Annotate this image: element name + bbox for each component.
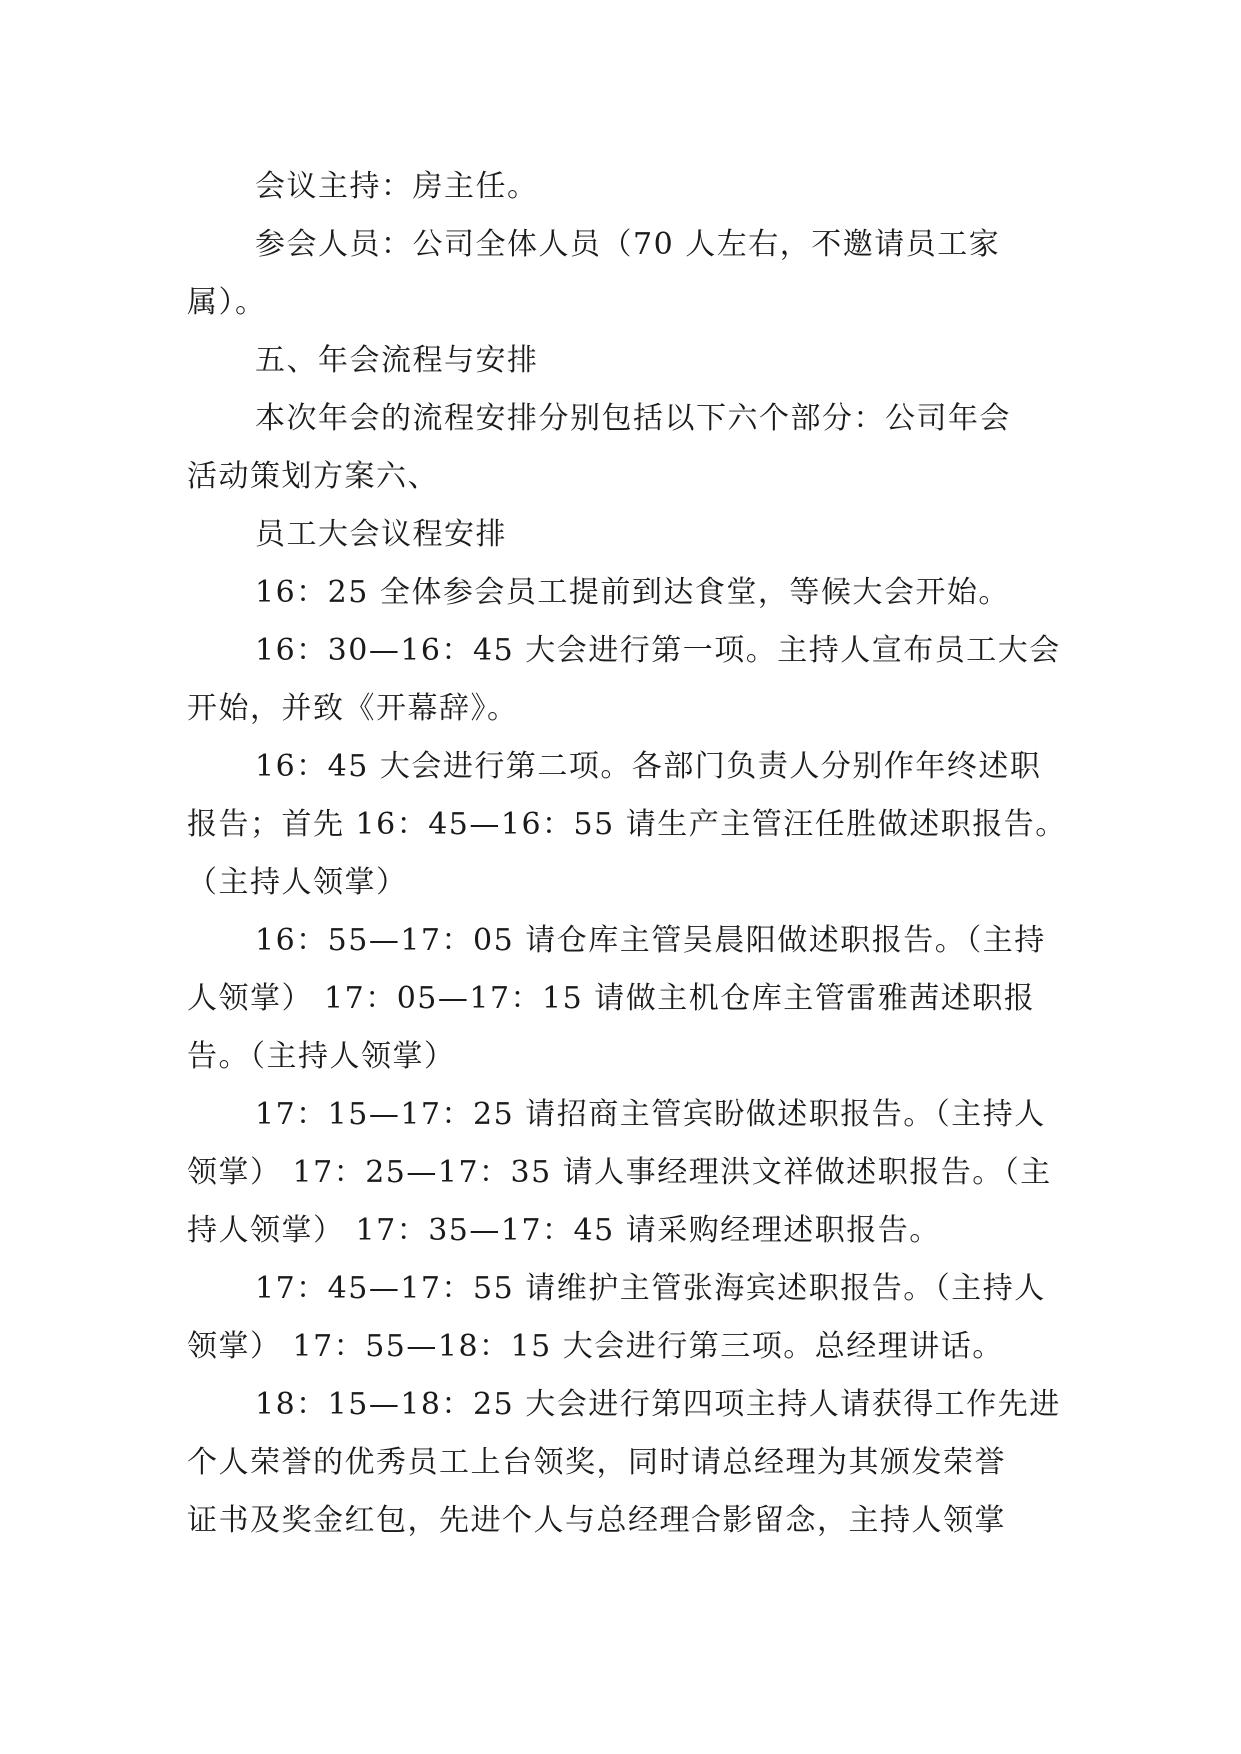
text-line: 17：15—17：25 请招商主管宾盼做述职报告。（主持人 bbox=[255, 1097, 1046, 1132]
text-line: 持人领掌） 17：35—17：45 请采购经理述职报告。 bbox=[187, 1213, 941, 1248]
text-line: 员工大会议程安排 bbox=[255, 517, 507, 552]
text-line: 个人荣誉的优秀员工上台领奖，同时请总经理为其颁发荣誉 bbox=[187, 1445, 1006, 1480]
text-line: 报告；首先 16：45—16：55 请生产主管汪任胜做述职报告。 bbox=[187, 807, 1067, 842]
text-line: 16：55—17：05 请仓库主管吴晨阳做述职报告。（主持 bbox=[255, 923, 1046, 958]
text-line: 16：30—16：45 大会进行第一项。主持人宣布员工大会 bbox=[255, 633, 1061, 668]
text-line: （主持人领掌） bbox=[187, 865, 408, 900]
section-heading: 五、年会流程与安排 bbox=[255, 343, 539, 378]
text-line: 会议主持：房主任。 bbox=[255, 169, 539, 204]
text-line: 活动策划方案六、 bbox=[187, 459, 439, 494]
document-body bbox=[187, 158, 1067, 1550]
text-line: 本次年会的流程安排分别包括以下六个部分：公司年会 bbox=[255, 401, 1011, 436]
text-line: 证书及奖金红包，先进个人与总经理合影留念，主持人领掌 bbox=[187, 1503, 1006, 1538]
text-line: 领掌） 17：55—18：15 大会进行第三项。总经理讲话。 bbox=[187, 1329, 1004, 1364]
text-line: 18：15—18：25 大会进行第四项主持人请获得工作先进 bbox=[255, 1387, 1061, 1422]
text-line: 领掌） 17：25—17：35 请人事经理洪文祥做述职报告。（主 bbox=[187, 1155, 1052, 1190]
text-line: 告。（主持人领掌） bbox=[187, 1039, 456, 1074]
text-line: 开始，并致《开幕辞》。 bbox=[187, 691, 519, 726]
text-line: 16：45 大会进行第二项。各部门负责人分别作年终述职 bbox=[255, 749, 1042, 784]
text-line: 17：45—17：55 请维护主管张海宾述职报告。（主持人 bbox=[255, 1271, 1046, 1306]
text-line: 16：25 全体参会员工提前到达食堂，等候大会开始。 bbox=[255, 575, 1010, 610]
text-line: 参会人员：公司全体人员（70 人左右，不邀请员工家 bbox=[255, 227, 1001, 262]
text-line: 属）。 bbox=[187, 285, 267, 320]
text-line: 人领掌） 17：05—17：15 请做主机仓库主管雷雅茜述职报 bbox=[187, 981, 1036, 1016]
